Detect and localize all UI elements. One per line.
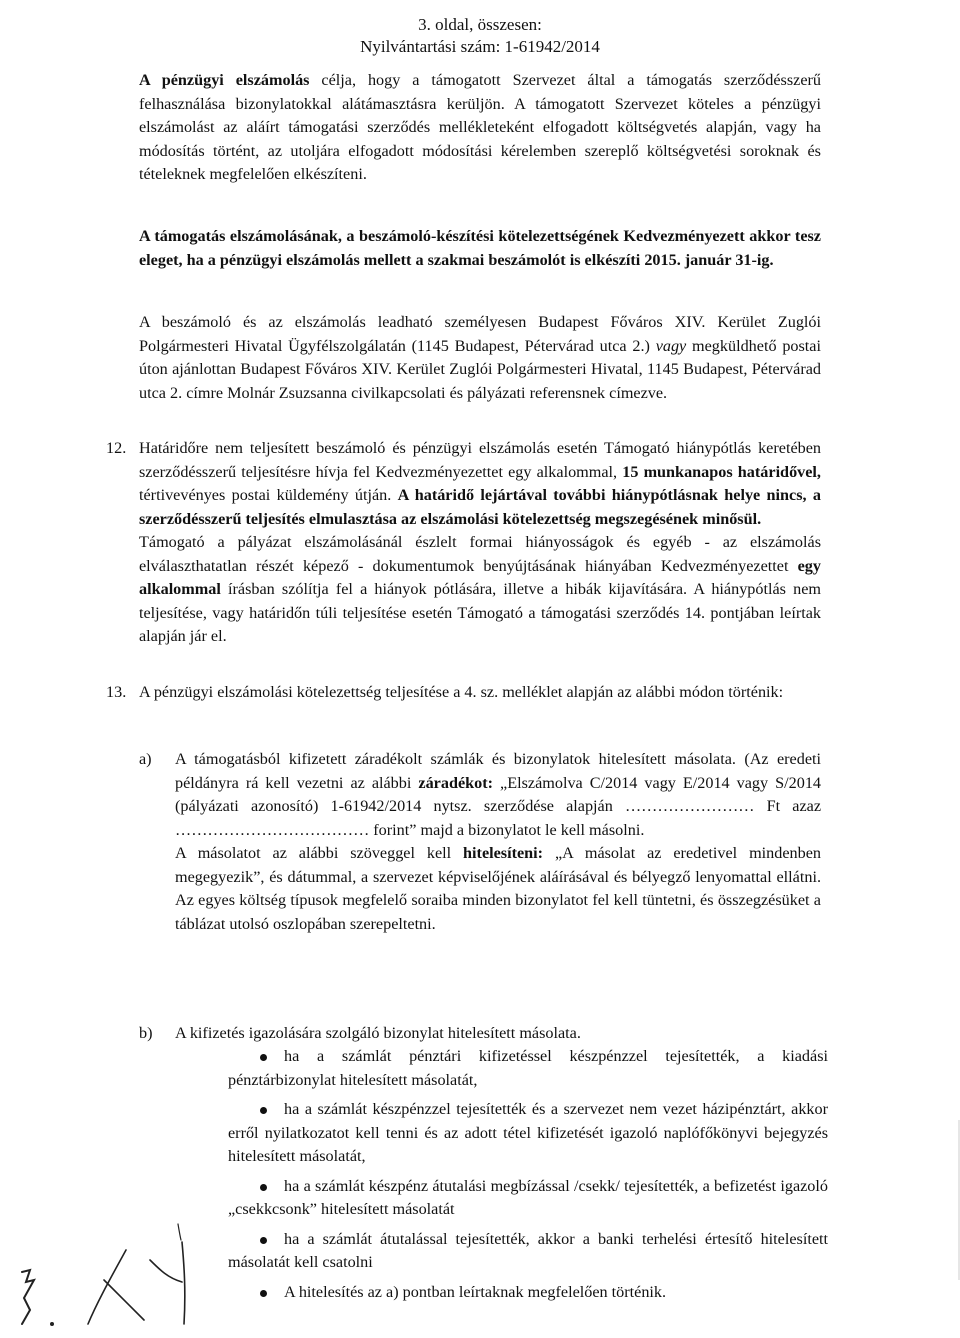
registration-number: Nyilvántartási szám: 1-61942/2014 bbox=[360, 37, 600, 56]
settlement-text: célja, hogy a támogatott Szervezet által a támogatás szerződésszerű felhasználása bizonylatokkal alátámasztásra kerüljön. A támogatott Szervezet köteles a pénzügyi elszámolást az aláírt támogatási szerződés mellékleteként elfogadott költségvetés alapján, vagy ha módosítás történt, az utoljára elfogadott módosítási kérelemben szereplő költségvetési soroknak és tételeknek megfelelően elkészíteni. bbox=[139, 71, 821, 183]
bullet-text: ha a számlát készpénzzel tejesítették és a szervezet nem vezet házipénztárt, akkor erről nyilatkozatot kell tenni és az adott tétel kifizetését igazoló naplófőkönyvi bejegyzés hitelesített másolatát, bbox=[228, 1100, 828, 1165]
item-a-text-1: A támogatásból kifizetett záradékolt számlák és bizonylatok hitelesített másolata. (Az eredeti példányra rá kell vezetni az alábbi bbox=[175, 750, 821, 792]
item-b-title: A kifizetés igazolására szolgáló bizonylat hitelesített másolata. bbox=[175, 1024, 581, 1042]
report-deadline-paragraph: A támogatás elszámolásának, a beszámoló-készítési kötelezettségének Kedvezményezett akkor tesz eleget, ha a pénzügyi elszámolás mellett a szakmai beszámolót is elkészíti 2015. január 31-ig. bbox=[139, 227, 821, 269]
section-12-paragraph bbox=[139, 437, 821, 649]
submission-text-2: megküldhető postai úton ajánlottan Budapest Főváros XIV. Kerület Zuglói Polgármesteri Hivatal, 1145 Budapest, Pétervárad utca 2. címre Molnár Zsuzsanna civilkapcsolati és pályázati referensnek címezve. bbox=[139, 336, 821, 402]
list-item bbox=[228, 1098, 828, 1169]
list-item bbox=[228, 1045, 828, 1092]
page-header bbox=[0, 14, 960, 58]
bullet-text: ha a számlát készpénz átutalási megbízással /csekk/ tejesítették, a befizetést igazoló „csekkcsonk” hitelesített másolatát bbox=[228, 1176, 828, 1218]
bullet-text: ha a számlát átutalással tejesítették, akkor a banki terhelési értesítő hitelesített másolatát kell csatolni bbox=[228, 1229, 828, 1271]
section-12-number: 12. bbox=[106, 439, 127, 457]
item-a-paragraph bbox=[175, 748, 821, 936]
list-item bbox=[228, 1281, 828, 1305]
item-a-text-3: A másolatot az alábbi szöveggel kell bbox=[175, 844, 464, 862]
item-b-bullet-list bbox=[228, 1045, 828, 1310]
section-12-bold-3: egy alkalommal bbox=[139, 556, 821, 598]
item-a-label: a) bbox=[139, 750, 152, 768]
settlement-lead: A pénzügyi elszámolás bbox=[139, 71, 310, 89]
item-a-text-4: „A másolat az eredetivel mindenben megegyezik”, és dátummal, a szervezet képviselőjének aláírásával és bélyegző lenyomattal ellátni. Az egyes költség típusok megfelelő soraiba minden bizonylatot fel kell tüntetni, és összegzésüket a táblázat utolsó oszlopában szerepeltetni. bbox=[175, 844, 821, 933]
section-12-text-4: írásban szólítja fel a hiányok pótlására, illetve a hibák kijavítására. A hiánypótlás nem teljesítése, vagy határidőn túli teljesítése esetén Támogató a támogatási szerződés 14. pontjában leírtak alapján jár el. bbox=[139, 580, 821, 645]
handwritten-initials bbox=[0, 1220, 260, 1338]
initial-stroke bbox=[182, 1242, 185, 1324]
bullet-icon bbox=[260, 1184, 267, 1191]
bullet-icon bbox=[260, 1290, 267, 1297]
bullet-icon bbox=[260, 1054, 267, 1061]
section-12-bold-2: A határidő lejártával további hiánypótlásnak helye nincs, a szerződésszerű teljesítés elmulasztása az elszámolási kötelezettség megszegésének minősül. bbox=[139, 486, 821, 528]
section-12-text-3: Támogató a pályázat elszámolásánál észlelt formai hiányosságok és egyéb - az elszámolás elválaszthatatlan részét képező - dokumentumok benyújtásának hiányában Kedvezményezettet bbox=[139, 533, 821, 575]
submission-or: vagy bbox=[655, 336, 687, 355]
item-a-bold-2: hitelesíteni: bbox=[463, 844, 544, 862]
initial-dot bbox=[50, 1322, 54, 1326]
section-13-number: 13. bbox=[106, 683, 127, 701]
section-13-paragraph: A pénzügyi elszámolási kötelezettség teljesítése a 4. sz. melléklet alapján az alábbi módon történik: bbox=[139, 683, 784, 701]
initial-stroke bbox=[178, 1224, 181, 1240]
submission-paragraph bbox=[139, 311, 821, 405]
bullet-text: ha a számlát pénztári kifizetéssel készpénzzel tejesítették, a kiadási pénztárbizonylat hitelesített másolatát, bbox=[228, 1047, 828, 1089]
item-a-bold-1: záradékot: bbox=[418, 773, 494, 792]
initial-stroke bbox=[150, 1260, 182, 1282]
initial-stroke bbox=[104, 1280, 144, 1320]
list-item bbox=[228, 1175, 828, 1222]
initial-stroke bbox=[22, 1270, 34, 1324]
bullet-text: A hitelesítés az a) pontban leírtaknak megfelelően történik. bbox=[284, 1282, 667, 1301]
item-a-text-2: „Elszámolva C/2014 vagy E/2014 vagy S/2014 (pályázati azonosító) 1-61942/2014 nytsz. szerződése alapján …………………… Ft azaz ……………………………… forint” majd a bizonylatot le kell másolni. bbox=[175, 773, 822, 839]
section-12-bold-1: 15 munkanapos határidővel, bbox=[622, 462, 821, 481]
bullet-icon bbox=[260, 1237, 267, 1244]
list-item bbox=[228, 1228, 828, 1275]
initial-stroke bbox=[88, 1250, 126, 1324]
item-b-label: b) bbox=[139, 1024, 153, 1042]
section-12-text-2: tértivevényes postai küldemény útján. bbox=[139, 486, 398, 504]
page-number: 3. oldal, összesen: bbox=[418, 15, 542, 34]
bullet-icon bbox=[260, 1107, 267, 1114]
section-12-text-1: Határidőre nem teljesített beszámoló és pénzügyi elszámolás esetén Támogató hiánypótlás keretében szerződésszerű teljesítésre hívja fel Kedvezményezettet egy alkalommal, bbox=[139, 439, 821, 481]
settlement-paragraph bbox=[139, 69, 821, 187]
submission-text-1: A beszámoló és az elszámolás leadható személyesen Budapest Főváros XIV. Kerület Zuglói Polgármesteri Hivatal Ügyfélszolgálatán (1145 Budapest, Pétervárad utca 2.) bbox=[139, 313, 821, 355]
